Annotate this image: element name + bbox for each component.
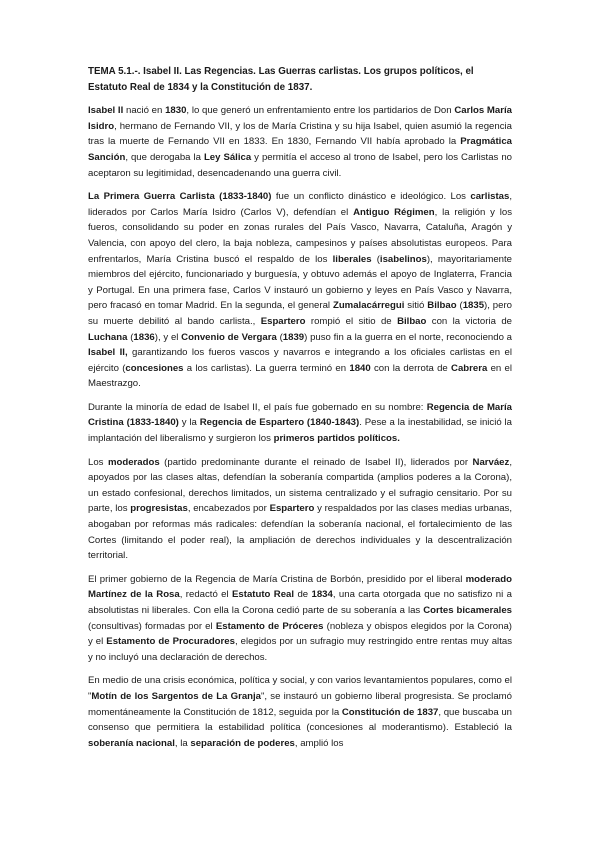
- bold-text: Constitución de 1837: [341, 706, 439, 718]
- text-run: ) puso fin a la guerra en el norte, reconociendo a: [304, 331, 513, 343]
- document-title: TEMA 5.1.-. Isabel II. Las Regencias. Las Guerras carlistas. Los grupos políticos, el Estatuto Real de 1834 y la Constitución de 1837.: [88, 66, 474, 93]
- text-run: , apoyados por las clases altas, defendían la soberanía compartida (amplios poderes a la Corona), un estado confesional, derechos limitados, un sistema centralizado y el sufragio censitario. Por su parte, los: [88, 456, 512, 515]
- text-run: , amplió los: [294, 737, 344, 749]
- document-body: [88, 103, 512, 751]
- bold-text: Espartero: [260, 315, 306, 327]
- bold-text: 1834: [311, 589, 333, 601]
- text-run: y respaldados por las clases medias urbanas, abogaban por reformas más radicales: defendían la soberanía nacional, el fortalecimiento de las Cortes (limitando el poder real), la ampliación de derechos individuales y la descentralización territorial.: [88, 503, 512, 562]
- bold-text: moderados: [107, 456, 160, 468]
- bold-text: isabelinos: [379, 253, 427, 265]
- text-run: rompió el sitio de: [305, 315, 398, 327]
- bold-text: Cortes bicamerales: [423, 605, 512, 616]
- text-run: , redactó el: [179, 589, 233, 601]
- bold-text: Bilbao: [427, 300, 457, 312]
- text-run: Los: [88, 456, 108, 468]
- bold-text: Convenio de Vergara: [181, 331, 277, 343]
- text-run: garantizando los fueros vascos y navarros e integrando a los oficiales carlistas en el ejército (: [88, 347, 512, 374]
- bold-text: Regencia de Espartero (1840-1843): [199, 417, 360, 429]
- bold-text: Isabel II,: [88, 347, 128, 359]
- bold-text: Antiguo Régimen: [353, 206, 435, 218]
- bold-text: primeros partidos políticos.: [273, 433, 400, 445]
- text-run: , lo que generó un enfrentamiento entre los partidarios de Don: [186, 105, 455, 117]
- paragraph-2: [88, 189, 512, 392]
- bold-text: Cabrera: [451, 362, 488, 374]
- paragraph-1: [88, 103, 512, 181]
- paragraph-5: [88, 572, 512, 666]
- paragraph-6: [88, 673, 512, 751]
- text-run: , liderados por Carlos María Isidro (Carlos V), defendían el: [88, 191, 512, 218]
- text-run: sitió: [404, 300, 428, 312]
- text-run: nació en: [123, 105, 166, 117]
- text-run: , que buscaba un consenso que permitiera la estabilidad política (concesiones al moderantismo). Estableció la: [88, 706, 512, 734]
- bold-text: concesiones: [125, 362, 184, 374]
- bold-text: Luchana: [88, 331, 128, 343]
- text-run: en el Maestrazgo.: [88, 362, 512, 390]
- text-run: y la: [178, 417, 200, 429]
- bold-text: liberales: [332, 253, 372, 265]
- bold-text: moderado Martínez de la Rosa: [88, 573, 512, 601]
- text-run: . Pese a la inestabilidad, se inició la implantación del liberalismo y surgieron los: [88, 417, 513, 445]
- text-run: , hermano de Fernando VII, y los de María Cristina y su hija Isabel, quien asumió la regencia tras la muerte de Fernando VII en 1833. En 1830, Fernando VII había aprobado la: [88, 120, 512, 148]
- bold-text: 1830: [165, 105, 187, 117]
- bold-text: 1840: [349, 362, 371, 374]
- bold-text: Estamento de Procuradores: [106, 636, 235, 648]
- text-run: (: [276, 331, 283, 343]
- bold-text: Espartero: [269, 503, 315, 515]
- bold-text: soberanía nacional: [88, 737, 175, 749]
- text-run: ), mayoritariamente miembros del ejército, funcionariado y burguesía, y obtuvo además el apoyo de Inglaterra, Francia y Portugal. En una primera fase, Carlos V instauró un gobierno y leyes en País Vasco y Navarra, pero fracasó en tomar Madrid. En la segunda, el general: [88, 253, 512, 312]
- text-run: fue un conflicto dinástico e ideológico. Los: [271, 191, 471, 203]
- text-run: , que derogaba la: [125, 151, 204, 163]
- text-run: (: [127, 331, 134, 343]
- bold-text: separación de poderes: [190, 737, 295, 749]
- text-run: , la: [174, 737, 191, 749]
- bold-text: Regencia de María Cristina (1833-1840): [88, 401, 513, 429]
- text-run: Durante la minoría de edad de Isabel II, el país fue gobernado en su nombre:: [88, 401, 427, 413]
- paragraph-3: [88, 400, 512, 447]
- bold-text: La Primera Guerra Carlista (1833-1840): [88, 191, 272, 203]
- bold-text: Narváez: [472, 456, 510, 468]
- bold-text: Ley Sálica: [203, 151, 252, 163]
- bold-text: progresistas: [130, 503, 188, 515]
- text-run: (nobleza y obispos elegidos por la Corona) y el: [88, 620, 512, 648]
- text-run: , encabezados por: [187, 503, 270, 515]
- bold-text: Estamento de Próceres: [215, 620, 324, 632]
- text-run: de: [294, 589, 312, 601]
- text-run: El primer gobierno de la Regencia de María Cristina de Borbón, presidido por el liberal: [88, 573, 466, 585]
- bold-text: Carlos María Isidro: [88, 105, 512, 132]
- bold-text: Bilbao: [397, 315, 427, 327]
- bold-text: 1836: [133, 331, 155, 343]
- text-run: , una carta otorgada que no satisfizo ni a absolutistas ni liberales. Con ella la Corona cedió parte de su soberanía a las: [88, 589, 512, 616]
- text-run: (: [371, 253, 380, 265]
- text-run: con la derrota de: [370, 362, 452, 374]
- text-run: , elegidos por un sufragio muy restringido entre rentas muy altas y no incluyó una declaración de derechos.: [88, 636, 512, 663]
- text-run: (partido predominante durante el reinado de Isabel II), liderados por: [159, 456, 473, 468]
- text-run: , la religión y los fueros, consolidando su poder en zonas rurales del País Vasco, Navarra, Cataluña, Aragón y Valencia, con apoyo del clero, la baja nobleza, campesinos y países absolutistas europeos. Para enfrentarlos, María Cristina buscó el respaldo de los: [88, 206, 512, 265]
- bold-text: Motín de los Sargentos de La Granja: [91, 690, 262, 702]
- text-run: En medio de una crisis económica, política y social, y con varios levantamientos populares, como el ": [88, 675, 512, 702]
- paragraph-4: [88, 455, 512, 564]
- bold-text: 1835: [462, 300, 485, 312]
- bold-text: Zumalacárregui: [332, 300, 405, 312]
- text-run: a los carlistas). La guerra terminó en: [183, 362, 350, 374]
- text-run: ), pero su muerte debilitó al bando carlista.,: [88, 300, 512, 327]
- bold-text: carlistas: [470, 191, 510, 203]
- text-run: ), y el: [154, 331, 182, 343]
- text-run: ", se instauró un gobierno liberal progresista. Se proclamó momentáneamente la Constitución de 1812, seguida por la: [88, 690, 512, 718]
- text-run: (: [456, 300, 463, 312]
- bold-text: Pragmática Sanción: [88, 136, 512, 163]
- text-run: (consultivas) formadas por el: [88, 620, 216, 632]
- text-run: y permitía el acceso al trono de Isabel, pero los Carlistas no aceptaron su legitimidad, desencadenando una guerra civil.: [88, 151, 512, 179]
- bold-text: 1839: [282, 331, 305, 343]
- text-run: con la victoria de: [426, 315, 513, 327]
- bold-text: Estatuto Real: [232, 589, 295, 601]
- bold-text: Isabel II: [88, 105, 124, 117]
